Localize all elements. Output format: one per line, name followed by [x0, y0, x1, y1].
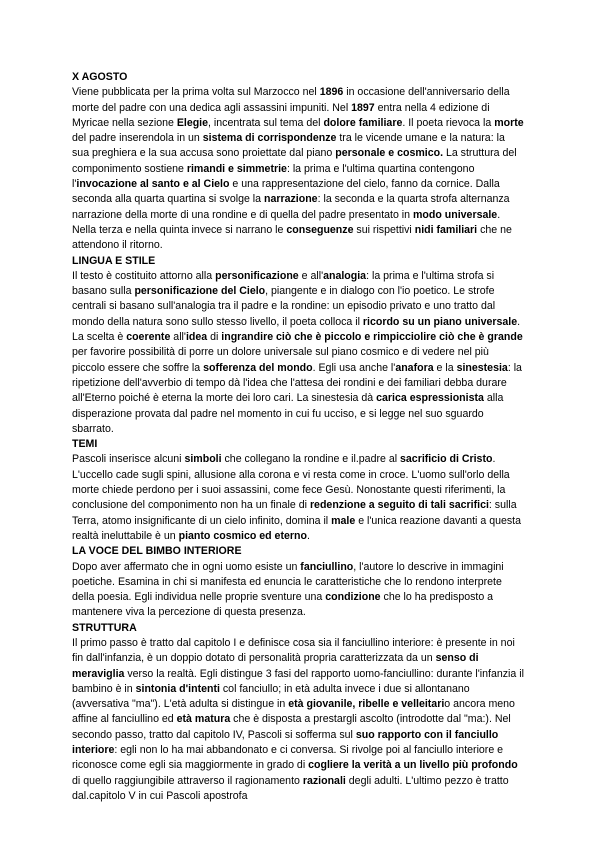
bold-text-run: sinestesia: [456, 361, 508, 374]
bold-text-run: modo universale: [413, 208, 498, 221]
text-run: La struttura del componimento sostiene: [72, 147, 517, 175]
bold-text-run: analogia: [323, 269, 367, 282]
text-run: del padre inserendola in un: [72, 132, 203, 145]
text-run: che collegano la rondine e il.padre al: [221, 453, 401, 466]
section-heading: TEMI: [72, 438, 98, 451]
bold-text-run: pianto cosmico ed eterno: [178, 529, 307, 542]
text-run: , incentrata sul tema del: [208, 116, 324, 129]
section-heading: X AGOSTO: [72, 71, 128, 83]
bold-text-run: idea: [185, 331, 208, 344]
bold-text-run: cogliere la verità a un livello più profondo: [308, 759, 518, 772]
document-page: [72, 70, 524, 804]
section-heading: LINGUA E STILE: [72, 254, 156, 267]
text-run: : la prima e l'ultima strofa si basano sulla: [72, 269, 495, 298]
bold-text-run: età giovanile, ribelle e velleitari: [288, 698, 445, 711]
bold-text-run: redenzione a seguito di tali sacrifici: [309, 499, 489, 512]
text-run: entra nella 4 edizione di Myricae nella sezione: [72, 101, 490, 129]
text-run: alla disperazione provata dal padre nel momento in cui fu ucciso, e si legge nel suo sguardo sbarrato.: [72, 392, 504, 435]
text-run: per favorire possibilità di porre un dolore universale sul piano cosmico e di vedere nel più piccolo essere che soffre la: [72, 346, 489, 374]
text-run: . Nella terza e nella quinta invece si narrano le: [72, 208, 501, 236]
text-run: o ancora meno affine al fanciullino ed: [72, 698, 515, 726]
bold-text-run: dolore familiare: [323, 116, 403, 129]
section-x-agosto: [72, 70, 524, 254]
text-run: di: [207, 331, 222, 344]
bold-text-run: nidi familiari: [414, 223, 478, 236]
bold-text-run: carica espressionista: [376, 392, 484, 405]
text-run: : sulla Terra, atomo insignificante di un cielo infinito, domina il: [72, 499, 517, 527]
bold-text-run: età matura: [176, 713, 231, 726]
text-run: Il testo è costituito attorno alla: [72, 269, 216, 282]
text-run: verso la realtà. Egli distingue 3 fasi del rapporto uomo-fanciullino: durante l'infanzia il bambino è in: [72, 667, 524, 695]
bold-text-run: ingrandire ciò che è piccolo e rimpicciolire ciò che è grande: [221, 331, 523, 344]
section-paragraph: [72, 636, 524, 804]
text-run: . La scelta è: [72, 315, 521, 344]
section-heading: LA VOCE DEL BIMBO INTERIORE: [72, 545, 242, 558]
bold-text-run: invocazione al santo e al Cielo: [76, 178, 230, 191]
text-run: che lo ha predisposto a mantenere viva la percezione di questa presenza.: [72, 591, 494, 619]
bold-text-run: sintonia d'intenti: [135, 682, 220, 695]
text-run: e l'unica reazione davanti a questa realtà ineluttabile è un: [72, 514, 521, 542]
text-run: . L'uccello cade sugli spini, allusione alla corona e vi resta come in croce. L'uomo sull'orlo della morte chiede perdono per i suoi assassini, come fece Gesù. Nonostante questi riferimenti, la conclusione del componimento non ha un finale di: [72, 453, 510, 512]
bold-text-run: suo rapporto con il fanciullo interiore: [72, 728, 499, 757]
bold-text-run: personificazione del Cielo: [134, 285, 266, 298]
bold-text-run: sistema di corrispondenze: [202, 132, 337, 145]
text-run: .: [306, 529, 310, 542]
text-run: , piangente e in dialogo con l'io poetico. Le strofe centrali si basano sull'analogia tra il padre e la rondine: un episodio privato e uno tratto dal mondo della natura sono sullo stesso livello, il poeta colloca il: [72, 285, 496, 328]
bold-text-run: narrazione: [264, 193, 318, 206]
text-run: in occasione dell'anniversario della morte del padre con una dedica agli assassini impuniti. Nel: [72, 86, 510, 114]
bold-text-run: simboli: [184, 453, 222, 466]
text-run: Pascoli inserisce alcuni: [72, 453, 185, 466]
section-voce-del-bimbo: [72, 544, 524, 620]
text-run: all': [170, 331, 186, 344]
text-run: tra le vicende umane e la natura: la sua preghiera e la sua accusa sono proiettate dal piano: [72, 132, 505, 160]
section-paragraph: [72, 560, 524, 621]
bold-text-run: 1896: [319, 86, 344, 99]
section-paragraph: [72, 269, 524, 437]
text-run: e la: [433, 361, 457, 374]
section-paragraph: [72, 85, 524, 253]
bold-text-run: personale e cosmico.: [335, 147, 444, 160]
bold-text-run: rimandi e simmetrie: [186, 162, 287, 175]
text-run: : la seconda e la quarta strofa alternanza narrazione della morte di una rondine e di quella del padre presentato in: [72, 193, 510, 221]
text-run: sui rispettivi: [353, 223, 415, 236]
section-heading: STRUTTURA: [72, 621, 137, 634]
text-run: : la prima e l'ultima quartina contengono l': [72, 162, 475, 191]
bold-text-run: conseguenze: [286, 223, 354, 236]
bold-text-run: ricordo su un piano universale: [362, 315, 518, 328]
text-run: . Egli usa anche l': [312, 361, 396, 374]
text-run: che è disposta a prestargli ascolto (introdotte dal "ma:). Nel secondo passo, tratto dal capitolo IV, Pascoli si sofferma sul: [72, 713, 511, 741]
bold-text-run: personificazione: [215, 269, 299, 282]
text-run: Il primo passo è tratto dal capitolo I e definisce cosa sia il fanciullino interiore: è presente in noi fin dall'infanzia, è un doppio dotato di personalità propria caratterizzata da un: [72, 636, 515, 665]
bold-text-run: morte: [494, 116, 524, 129]
text-run: Dopo aver affermato che in ogni uomo esiste un: [72, 560, 301, 573]
bold-text-run: razionali: [302, 774, 346, 787]
bold-text-run: sofferenza del mondo: [203, 361, 313, 374]
bold-text-run: condizione: [325, 591, 381, 604]
text-run: e all': [298, 269, 324, 282]
text-run: e una rappresentazione del cielo, fanno da cornice. Dalla seconda alla quarta quartina si svolge la: [72, 178, 500, 206]
section-struttura: [72, 621, 524, 805]
section-temi: [72, 437, 524, 544]
text-run: di quello raggiungibile attraverso il ragionamento: [72, 774, 303, 787]
bold-text-run: fanciullino: [300, 560, 354, 573]
section-lingua-e-stile: [72, 254, 524, 438]
text-run: col fanciullo; in età adulta invece i due si allontanano (avversativa "ma"). L'età adulta si distingue in: [72, 682, 470, 711]
text-run: : la ripetizione dell'avverbio di tempo dà l'idea che l'attesa dei rondini e dei familiari debba durare all'Eterno poiché è eterna la morte dei loro cari. La sinestesia dà: [72, 361, 522, 405]
text-run: , l'autore lo descrive in immagini poetiche. Esamina in chi si manifesta ed enuncia le caratteristiche che lo rendono interprete della poesia. Egli individua nelle proprie sventure una: [72, 560, 504, 604]
bold-text-run: senso di meraviglia: [72, 652, 479, 680]
bold-text-run: sacrificio di Cristo: [400, 453, 493, 466]
text-run: . Il poeta rievoca la: [402, 116, 495, 129]
text-run: Viene pubblicata per la prima volta sul Marzocco nel: [72, 86, 320, 99]
bold-text-run: male: [331, 514, 356, 527]
bold-text-run: anafora: [395, 361, 434, 374]
bold-text-run: Elegie: [176, 116, 209, 129]
text-run: che ne attendono il ritorno.: [72, 223, 512, 252]
text-run: : egli non lo ha mai abbandonato e ci conversa. Si rivolge poi al fanciullo interiore e riconosce come egli sia maggiormente in grado di: [72, 744, 504, 772]
section-paragraph: [72, 452, 524, 544]
text-run: degli adulti. L'ultimo pezzo è tratto dal.capitolo V in cui Pascoli apostrofa: [72, 774, 509, 802]
bold-text-run: 1897: [351, 101, 375, 114]
bold-text-run: coerente: [126, 331, 171, 344]
